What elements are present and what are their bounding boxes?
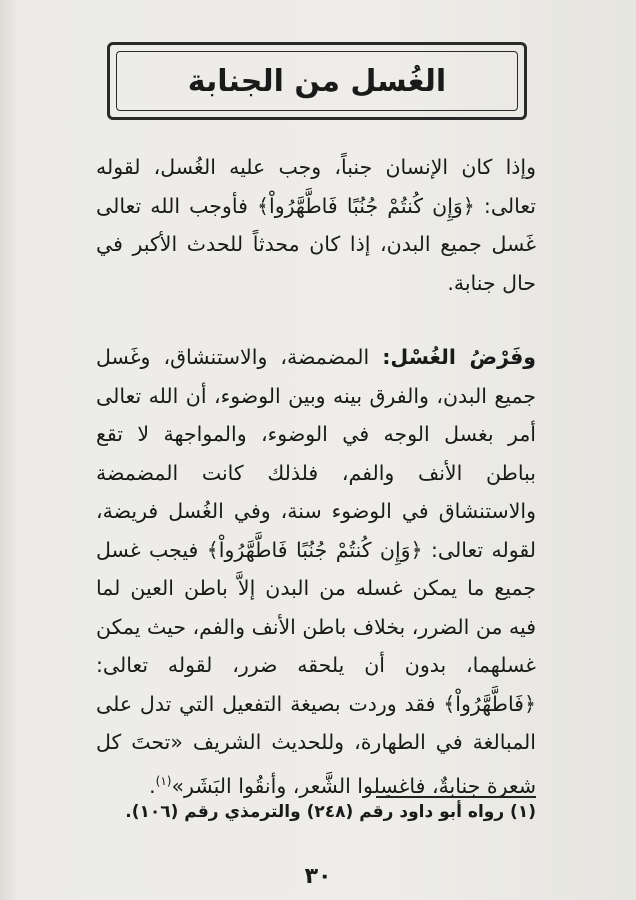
footnote-divider [376,796,536,798]
paragraph-2-lead: وفَرْضُ الغُسْل: [382,345,536,369]
paragraph-2 [96,338,536,805]
footnote-reference: (١) [155,773,172,788]
page-number: ٣٠ [304,864,332,889]
paragraph-2-end: . [149,773,156,798]
title-inner-frame [116,51,518,111]
body-text [96,148,536,805]
paragraph-2-text: المضمضة، والاستنشاق، وغَسل جميع البدن، والفرق بينه وبين الوضوء، أن الله تعالى أمر بغسل الوجه في الوضوء، والمواجهة لا تقع بباطن الأنف والفم، فلذلك كانت المضمضة والاستنشاق في الوضوء سنة، وفي الغُسل فريضة، لقوله تعالى: ﴿وَإِن كُنتُمْ جُنُبًا فَاطَّهَّرُواْ﴾ فيجب غسل جميع ما يمكن غسله من البدن إلاَّ باطن العين لما فيه من الضرر، بخلاف باطن الأنف والفم، حيث يمكن غسلهما، بدون أن يلحقه ضرر، لقوله تعالى: ﴿فَاطَّهَّرُواْ﴾ فقد وردت بصيغة التفعيل التي تدل على المبالغة في الطهارة، وللحديث الشريف «تحتَ كل شعرة جنابةٌ، فاغسِلوا الشَّعر، وأنقُوا البَشَر» [96,345,536,798]
paragraph-1: وإذا كان الإنسان جنباً، وجب عليه الغُسل، لقوله تعالى: ﴿وَإِن كُنتُمْ جُنُبًا فَاطَّهَّرُواْ﴾ فأوجب الله تعالى غَسل جميع البدن، إذا كان محدثاً للحدث الأكبر في حال جنابة. [96,155,536,295]
footnote: (١) رواه أبو داود رقم (٢٤٨) والترمذي رقم (١٠٦). [125,802,536,822]
page-title: الغُسل من الجنابة [187,63,447,99]
title-frame [107,42,527,120]
